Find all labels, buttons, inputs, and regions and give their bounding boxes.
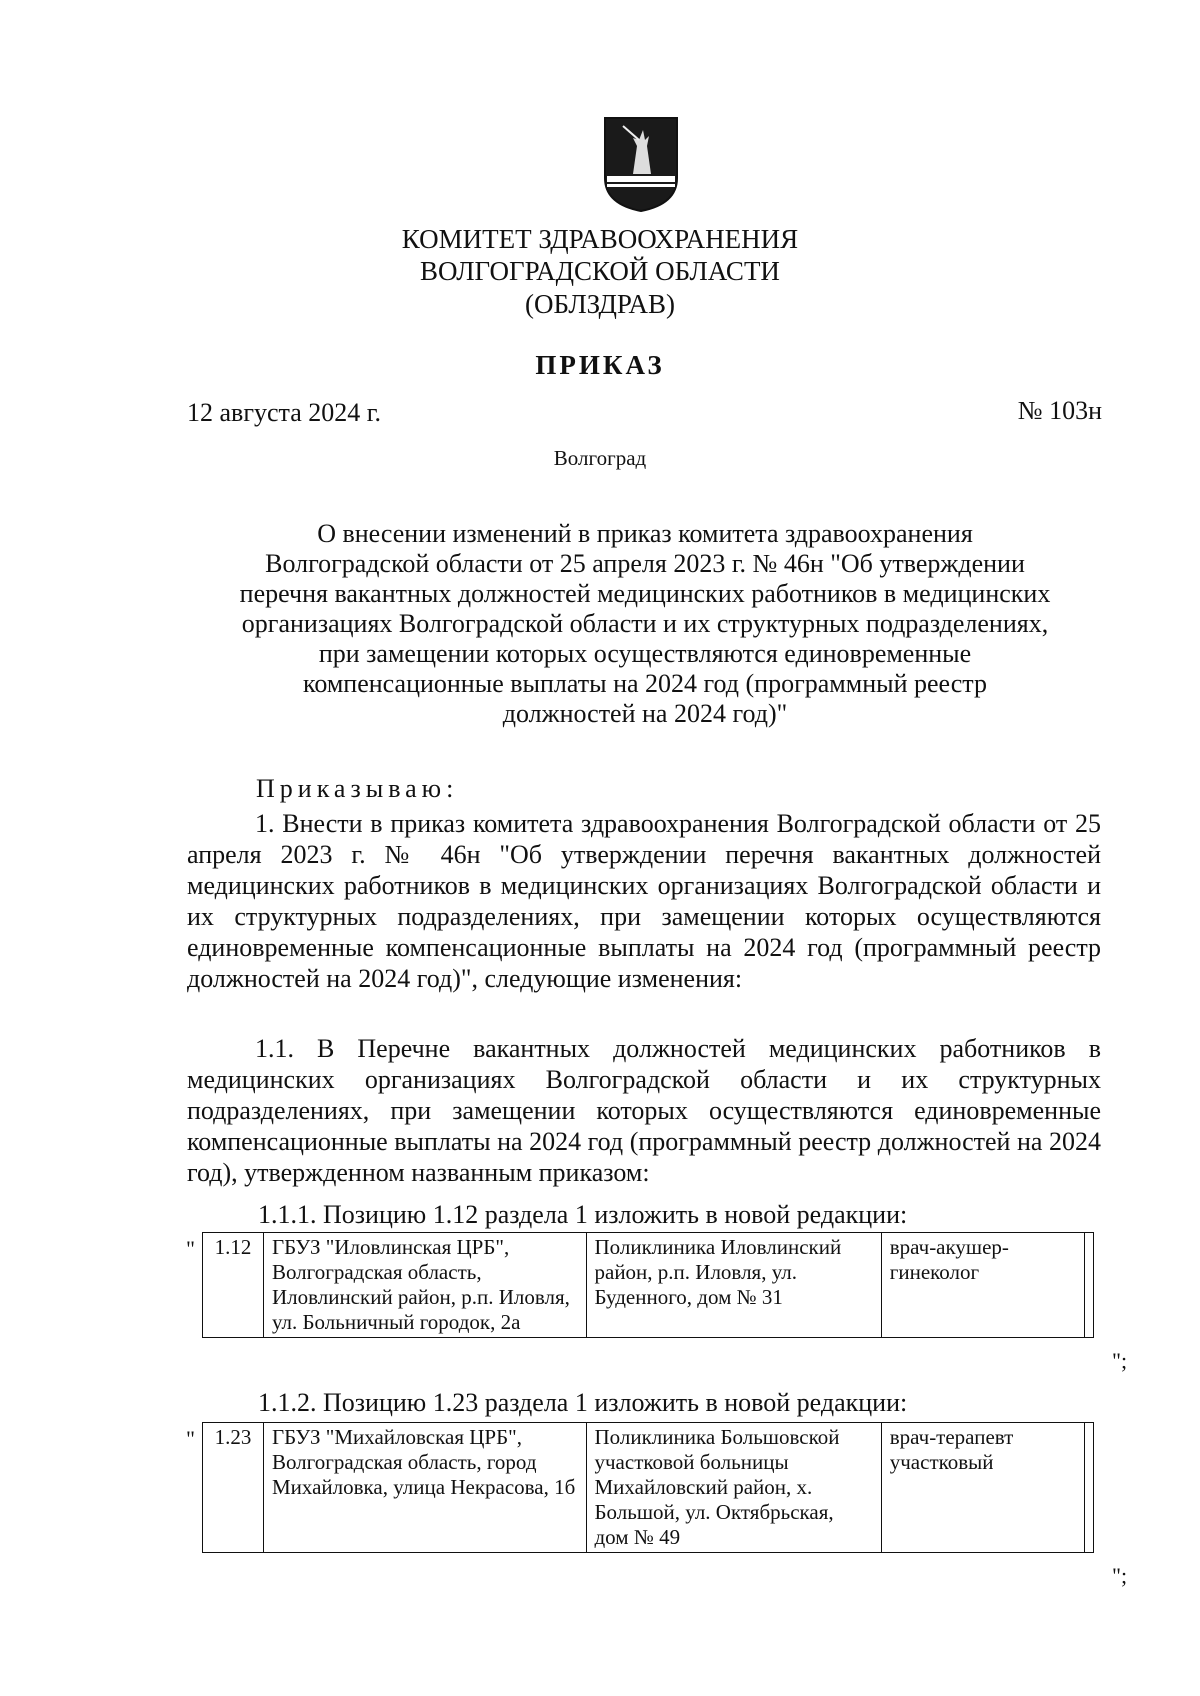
org-name-line2: ВОЛГОГРАДСКОЙ ОБЛАСТИ: [420, 256, 780, 286]
paragraph-1: 1. Внести в приказ комитета здравоохранения Волгоградской области от 25 апреля 2023 г. № 46н "Об утверждении перечня вакантных должностей медицинских работников в медицинских организациях Волгоградской области и их структурных подразделениях, при замещении которых осуществляются единовременные компенсационные выплаты на 2024 год (программный реестр должностей на 2024 год)", следующие изменения:: [187, 809, 1101, 993]
org-name-line1: КОМИТЕТ ЗДРАВООХРАНЕНИЯ: [401, 224, 799, 254]
table-row: [203, 1423, 1094, 1553]
open-quote: ": [186, 1236, 195, 1261]
subject-line: Волгоградской области от 25 апреля 2023 г. № 46н "Об утверждении: [265, 549, 1025, 578]
subject-line: перечня вакантных должностей медицинских работников в медицинских: [239, 579, 1051, 608]
close-quote: ";: [1112, 1563, 1128, 1588]
unit-cell: Поликлиника Иловлинский район, р.п. Иловля, ул. Буденного, дом № 31: [586, 1233, 881, 1338]
paragraph-1-1: 1.1. В Перечне вакантных должностей медицинских работников в медицинских организациях Волгоградской области и их структурных подразделениях, при замещении которых осуществляются единовременные компенсационные выплаты на 2024 год (программный реестр должностей на 2024 год), утвержденном названным приказом:: [187, 1034, 1101, 1187]
position-cell: врач-терапевт участковый: [881, 1423, 1084, 1553]
organization-cell: ГБУЗ "Михайловская ЦРБ", Волгоградская область, город Михайловка, улица Некрасова, 1б: [263, 1423, 586, 1553]
organization-cell: ГБУЗ "Иловлинская ЦРБ", Волгоградская область, Иловлинский район, р.п. Иловля, ул. Больничный городок, 2а: [263, 1233, 586, 1338]
document-subject: [190, 519, 1100, 729]
item-1-1-1: 1.1.1. Позицию 1.12 раздела 1 изложить в новой редакции:: [258, 1200, 908, 1229]
position-cell: врач-акушер-гинеколог: [881, 1233, 1084, 1338]
document-city: Волгоград: [553, 446, 647, 470]
subject-line: компенсационные выплаты на 2024 год (программный реестр: [303, 669, 987, 698]
amendment-table-2: [202, 1422, 1094, 1553]
position-number: 1.12: [203, 1233, 264, 1338]
document-number: № 103н: [1017, 396, 1102, 425]
coat-of-arms-emblem: [603, 116, 679, 213]
order-word: Приказываю:: [256, 774, 459, 803]
close-quote: ";: [1112, 1348, 1128, 1373]
document-type: ПРИКАЗ: [535, 350, 665, 380]
org-name-line3: (ОБЛЗДРАВ): [525, 289, 675, 319]
subject-line: организациях Волгоградской области и их структурных подразделениях,: [241, 609, 1049, 638]
subject-line: должностей на 2024 год)": [502, 699, 788, 728]
amendment-table-1: [202, 1232, 1094, 1338]
empty-cell: [1084, 1423, 1093, 1553]
table-row: [203, 1233, 1094, 1338]
document-date: 12 августа 2024 г.: [187, 398, 381, 427]
position-number: 1.23: [203, 1423, 264, 1553]
subject-line: О внесении изменений в приказ комитета здравоохранения: [317, 519, 973, 548]
subject-line: при замещении которых осуществляются единовременные: [318, 639, 972, 668]
item-1-1-2: 1.1.2. Позицию 1.23 раздела 1 изложить в новой редакции:: [258, 1388, 908, 1417]
empty-cell: [1084, 1233, 1093, 1338]
unit-cell: Поликлиника Большовской участковой больницы Михайловский район, х. Большой, ул. Октябрьская, дом № 49: [586, 1423, 881, 1553]
open-quote: ": [186, 1426, 195, 1451]
